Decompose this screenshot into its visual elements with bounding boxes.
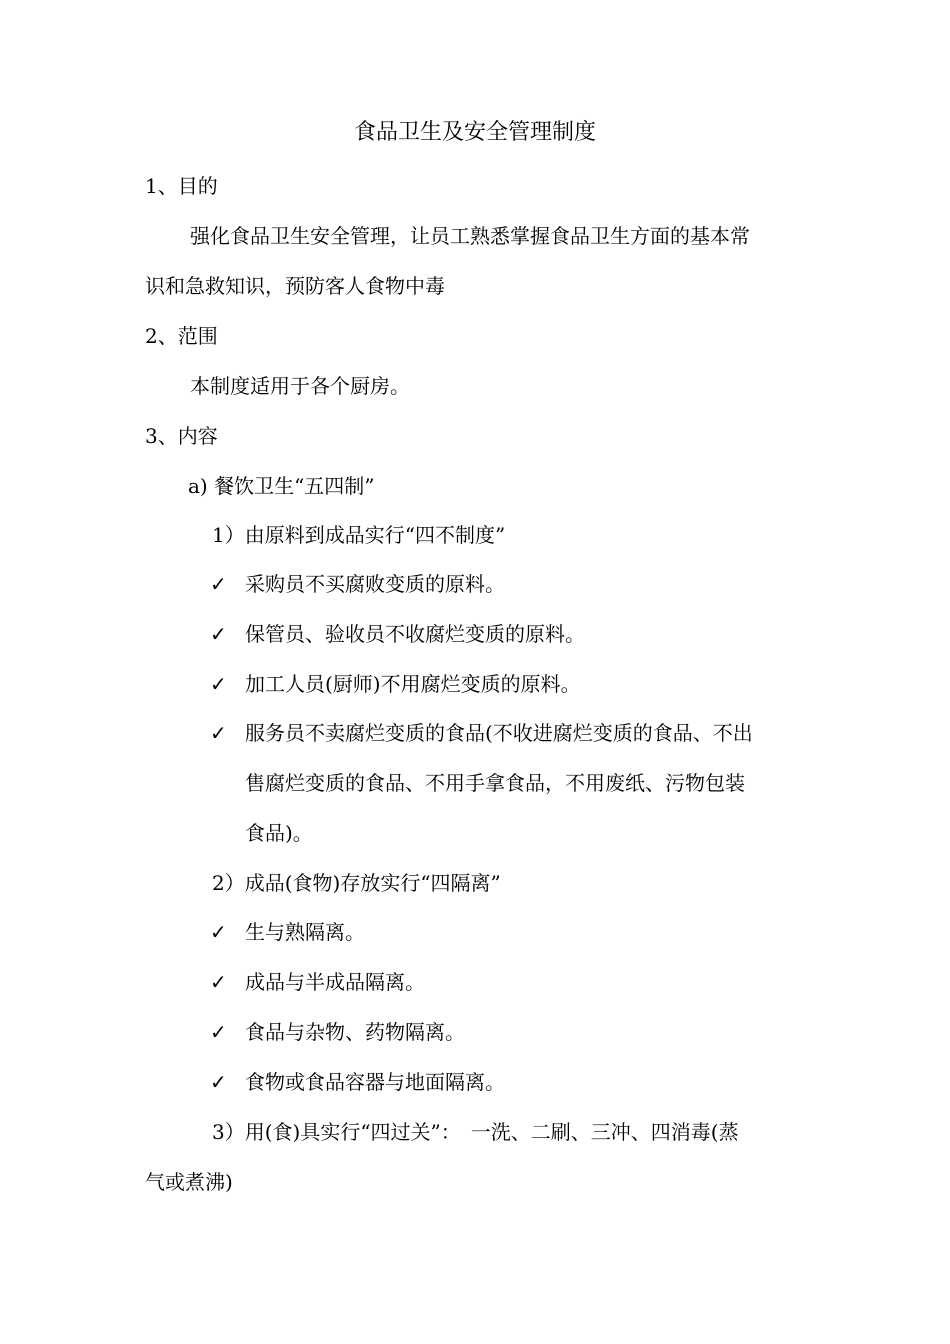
- check-icon: ✓: [210, 721, 227, 745]
- list-item-line-2: 售腐烂变质的食品、不用手拿食品，不用废纸、污物包装: [245, 771, 745, 795]
- list-item-line-1: 服务员不卖腐烂变质的食品(不收进腐烂变质的食品、不出: [245, 721, 753, 745]
- purpose-paragraph-line-1: 强化食品卫生安全管理，让员工熟悉掌握食品卫生方面的基本常: [190, 224, 750, 248]
- scope-paragraph: 本制度适用于各个厨房。: [190, 374, 410, 398]
- list-item-line-3: 食品)。: [245, 821, 313, 845]
- check-icon: ✓: [210, 920, 227, 944]
- list-item: 保管员、验收员不收腐烂变质的原料。: [245, 622, 585, 646]
- list-item: 成品与半成品隔离。: [245, 970, 425, 994]
- item-1-heading: 1）由原料到成品实行“四不制度”: [212, 523, 506, 547]
- section-heading-purpose: 1、目的: [145, 174, 218, 198]
- document-title: 食品卫生及安全管理制度: [353, 120, 596, 145]
- list-item: 食品与杂物、药物隔离。: [245, 1020, 465, 1044]
- section-heading-scope: 2、范围: [145, 324, 218, 348]
- check-icon: ✓: [210, 1020, 227, 1044]
- list-item: 食物或食品容器与地面隔离。: [245, 1070, 505, 1094]
- check-icon: ✓: [210, 672, 227, 696]
- section-heading-content: 3、内容: [145, 424, 218, 448]
- check-icon: ✓: [210, 572, 227, 596]
- item-3-line-1: 3）用(食)具实行“四过关”： 一洗、二刷、三冲、四消毒(蒸: [212, 1120, 739, 1144]
- list-item: 加工人员(厨师)不用腐烂变质的原料。: [245, 672, 581, 696]
- check-icon: ✓: [210, 622, 227, 646]
- purpose-paragraph-line-2: 识和急救知识，预防客人食物中毒: [145, 274, 445, 298]
- check-icon: ✓: [210, 970, 227, 994]
- list-item: 生与熟隔离。: [245, 920, 365, 944]
- item-2-heading: 2）成品(食物)存放实行“四隔离”: [212, 871, 501, 895]
- subsection-a-heading: a) 餐饮卫生“五四制”: [188, 474, 375, 498]
- check-icon: ✓: [210, 1070, 227, 1094]
- item-3-line-2: 气或煮沸): [145, 1170, 233, 1194]
- list-item: 采购员不买腐败变质的原料。: [245, 572, 505, 596]
